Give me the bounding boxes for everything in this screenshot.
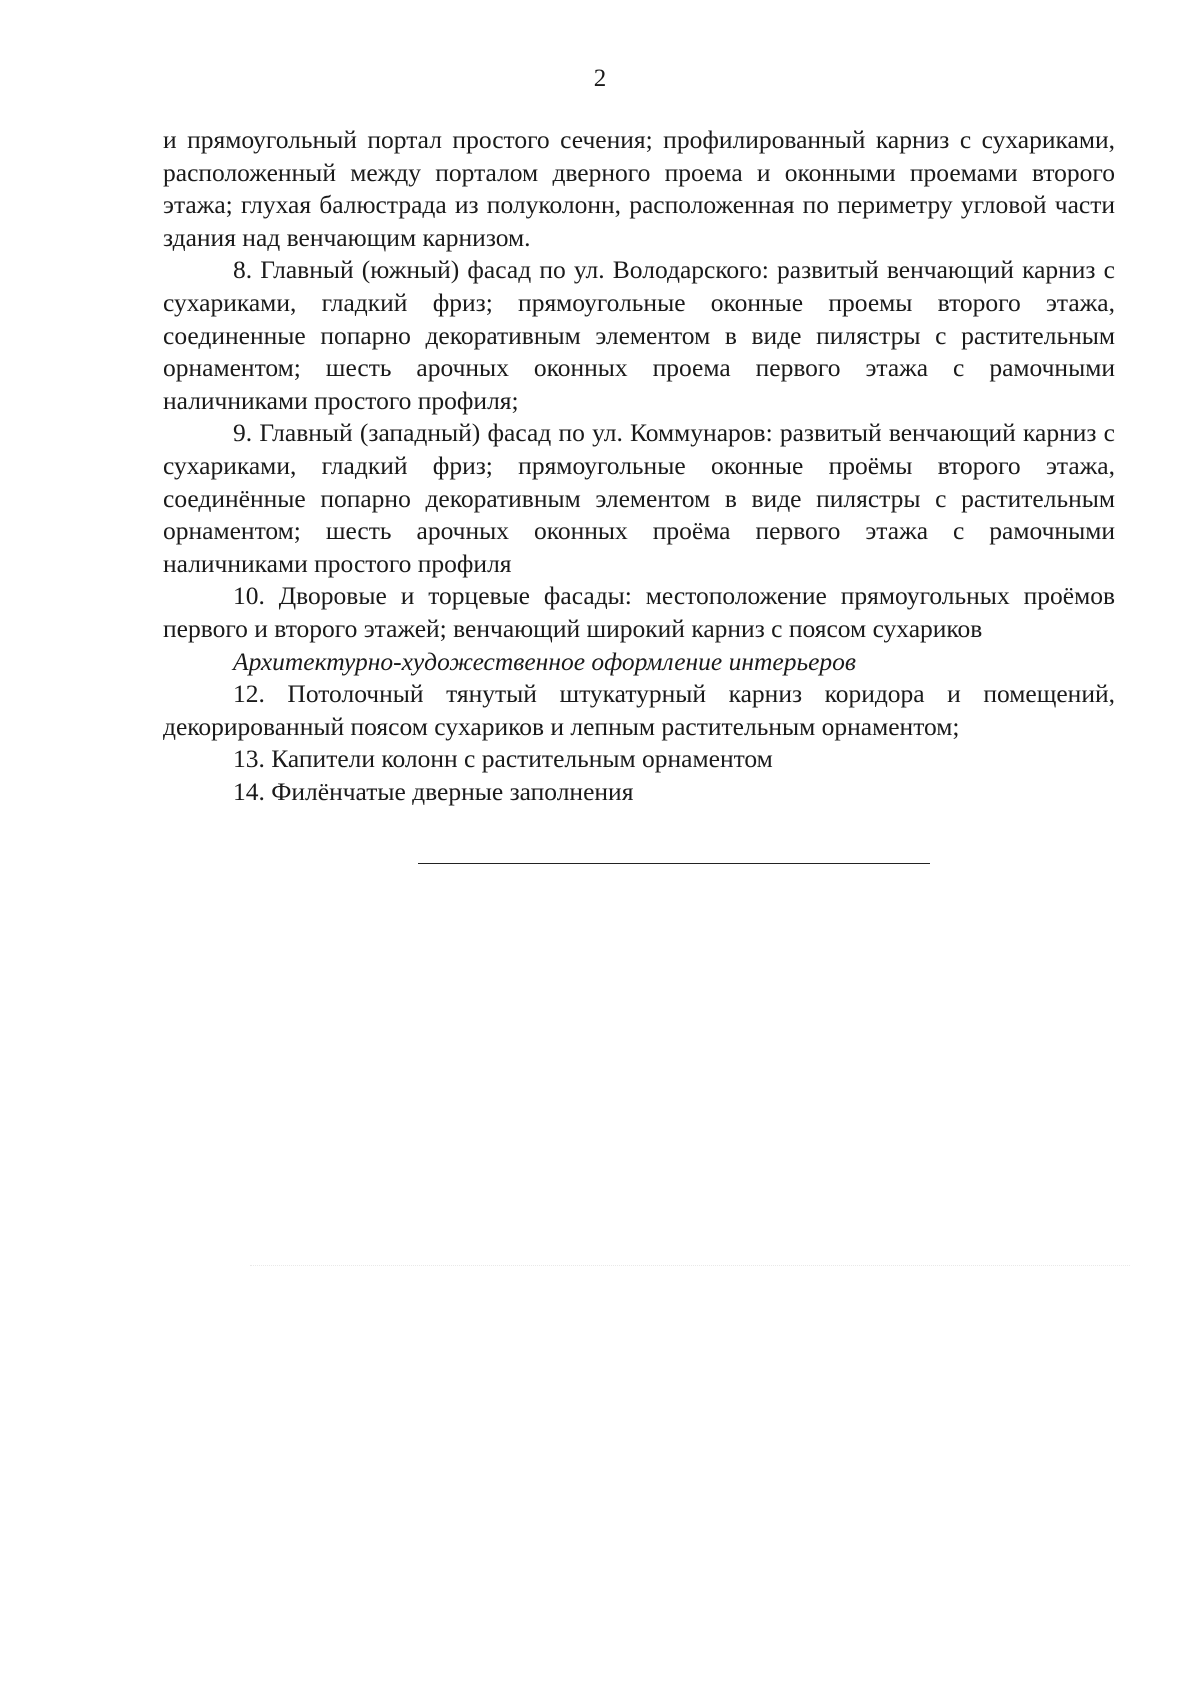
list-item-8: 8. Главный (южный) фасад по ул. Володарского: развитый венчающий карниз с сухариками, гладкий фриз; прямоугольные оконные проемы второго этажа, соединенные попарно декоративным элементом в виде пилястры с растительным орнаментом; шесть арочных оконных проема первого этажа с рамочными наличниками простого профиля; (163, 255, 1115, 415)
list-item-10: 10. Дворовые и торцевые фасады: местоположение прямоугольных проёмов первого и второго этажей; венчающий широкий карниз с поясом сухариков (163, 581, 1115, 643)
list-item-14: 14. Филёнчатые дверные заполнения (233, 776, 634, 806)
scan-artifact-line (250, 1265, 1130, 1266)
end-of-document-rule (418, 863, 930, 864)
section-heading-interiors: Архитектурно-художественное оформление интерьеров (233, 646, 856, 676)
list-item-12: 12. Потолочный тянутый штукатурный карниз коридора и помещений, декорированный поясом сухариков и лепным растительным орнаментом; (163, 679, 1115, 741)
page-number: 2 (593, 65, 607, 92)
list-item-9: 9. Главный (западный) фасад по ул. Коммунаров: развитый венчающий карниз с сухариками, гладкий фриз; прямоугольные оконные проёмы второго этажа, соединённые попарно декоративным элементом в виде пилястры с растительным орнаментом; шесть арочных оконных проёма первого этажа с рамочными наличниками простого профиля (163, 418, 1115, 578)
paragraph-continuation: и прямоугольный портал простого сечения; профилированный карниз с сухариками, расположенный между порталом дверного проема и оконными проемами второго этажа; глухая балюстрада из полуколонн, расположенная по периметру угловой части здания над венчающим карнизом. (163, 125, 1115, 252)
document-body (163, 124, 1115, 808)
list-item-13: 13. Капители колонн с растительным орнаментом (233, 744, 773, 774)
